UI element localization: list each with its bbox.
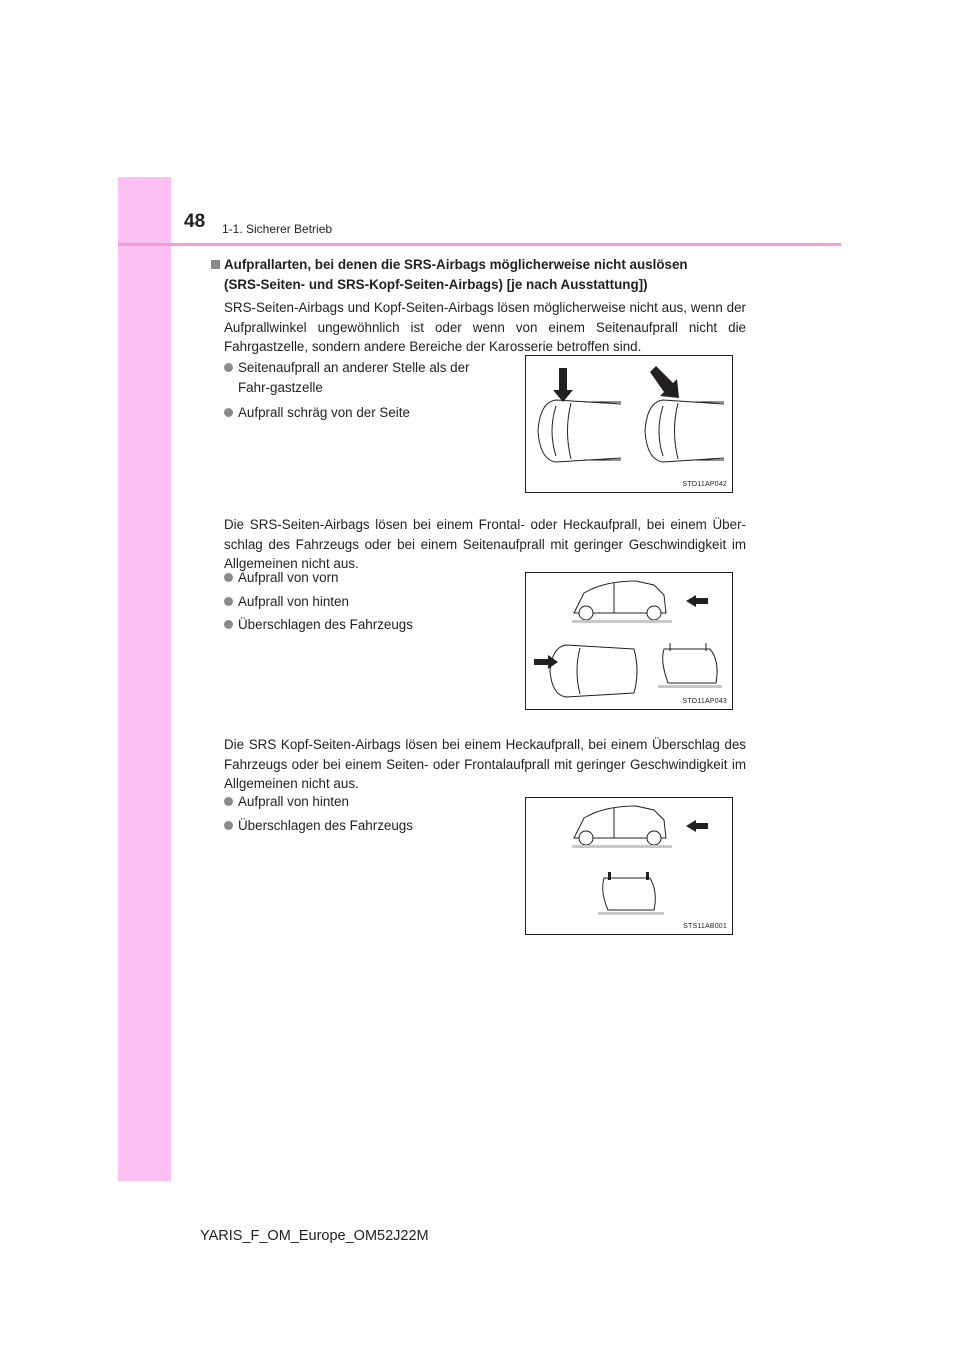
round-bullet-icon [224, 821, 233, 830]
list-item [211, 358, 501, 397]
block-curtain-airbag-no-deploy [211, 735, 746, 794]
list-item-text: Überschlagen des Fahrzeugs [238, 617, 413, 632]
heading-line-2: (SRS-Seiten- und SRS-Kopf-Seiten-Airbags) [je nach Ausstattung]) [224, 276, 648, 292]
bullet-list-2 [211, 568, 501, 641]
block-side-airbag-no-deploy [211, 515, 746, 574]
list-item [211, 816, 501, 836]
list-item-text: Aufprall von hinten [238, 593, 349, 609]
impact-arrow-icon [650, 366, 679, 398]
list-item-text: Überschlagen des Fahrzeugs [238, 817, 413, 833]
impact-arrow-icon [686, 820, 708, 832]
rear-rollover-illustration [526, 798, 732, 934]
round-bullet-icon [224, 573, 233, 582]
heading-line-1: Aufprallarten, bei denen die SRS-Airbags möglicherweise nicht auslösen [224, 257, 688, 272]
list-item-text: Aufprall von vorn [238, 570, 339, 585]
list-item-text: Aufprall schräg von der Seite [238, 405, 410, 420]
subsection-heading [211, 255, 746, 294]
page-number: 48 [184, 211, 206, 232]
figure-code: STS11AB001 [683, 923, 727, 930]
square-bullet-icon [211, 260, 220, 269]
list-item [211, 403, 501, 423]
figure-front-rear-rollover [525, 572, 733, 710]
header-rule [118, 243, 841, 246]
round-bullet-icon [224, 797, 233, 806]
impact-arrow-icon [534, 655, 558, 669]
figure-rear-rollover [525, 797, 733, 935]
paragraph: SRS-Seiten-Airbags und Kopf-Seiten-Airbags lösen möglicherweise nicht aus, wenn der Aufprallwinkel ungewöhnlich ist oder wenn von einem Seitenaufprall nicht die Fahrgastzelle, sondern andere Bereiche der Karosserie betroffen sind. [224, 300, 746, 354]
figure-code: STO11AP043 [682, 698, 727, 705]
block-side-airbag-conditions [211, 255, 746, 357]
bullet-list-1 [211, 358, 501, 429]
front-rear-rollover-illustration [526, 573, 732, 709]
round-bullet-icon [224, 408, 233, 417]
list-item [211, 615, 501, 635]
page-side-tab [118, 177, 171, 1181]
footer-model-code: YARIS_F_OM_Europe_OM52J22M [200, 1228, 429, 1244]
figure-code: STO11AP042 [682, 481, 727, 488]
list-item-text: Aufprall von hinten [238, 794, 349, 809]
impact-arrow-icon [686, 595, 708, 607]
figure-side-impact [525, 355, 733, 493]
round-bullet-icon [224, 597, 233, 606]
list-item-text: Seitenaufprall an anderer Stelle als der Fahr-gastzelle [238, 360, 470, 395]
section-title: 1-1. Sicherer Betrieb [222, 222, 333, 236]
side-impact-illustration [526, 356, 732, 492]
list-item [211, 568, 501, 588]
round-bullet-icon [224, 363, 233, 372]
impact-arrow-icon [553, 368, 573, 402]
list-item [211, 792, 501, 812]
paragraph: Die SRS Kopf-Seiten-Airbags lösen bei einem Heckaufprall, bei einem Überschlag des Fahrzeugs oder bei einem Seiten- oder Frontalaufprall mit geringer Geschwindigkeit im Allgemeinen nicht aus. [224, 737, 746, 791]
round-bullet-icon [224, 620, 233, 629]
list-item [211, 592, 501, 612]
paragraph: Die SRS-Seiten-Airbags lösen bei einem Frontal- oder Heckaufprall, bei einem Über-schlag des Fahrzeugs oder bei einem Seitenaufprall mit geringer Geschwindigkeit im Allgemeinen nicht aus. [224, 517, 746, 571]
bullet-list-3 [211, 792, 501, 841]
